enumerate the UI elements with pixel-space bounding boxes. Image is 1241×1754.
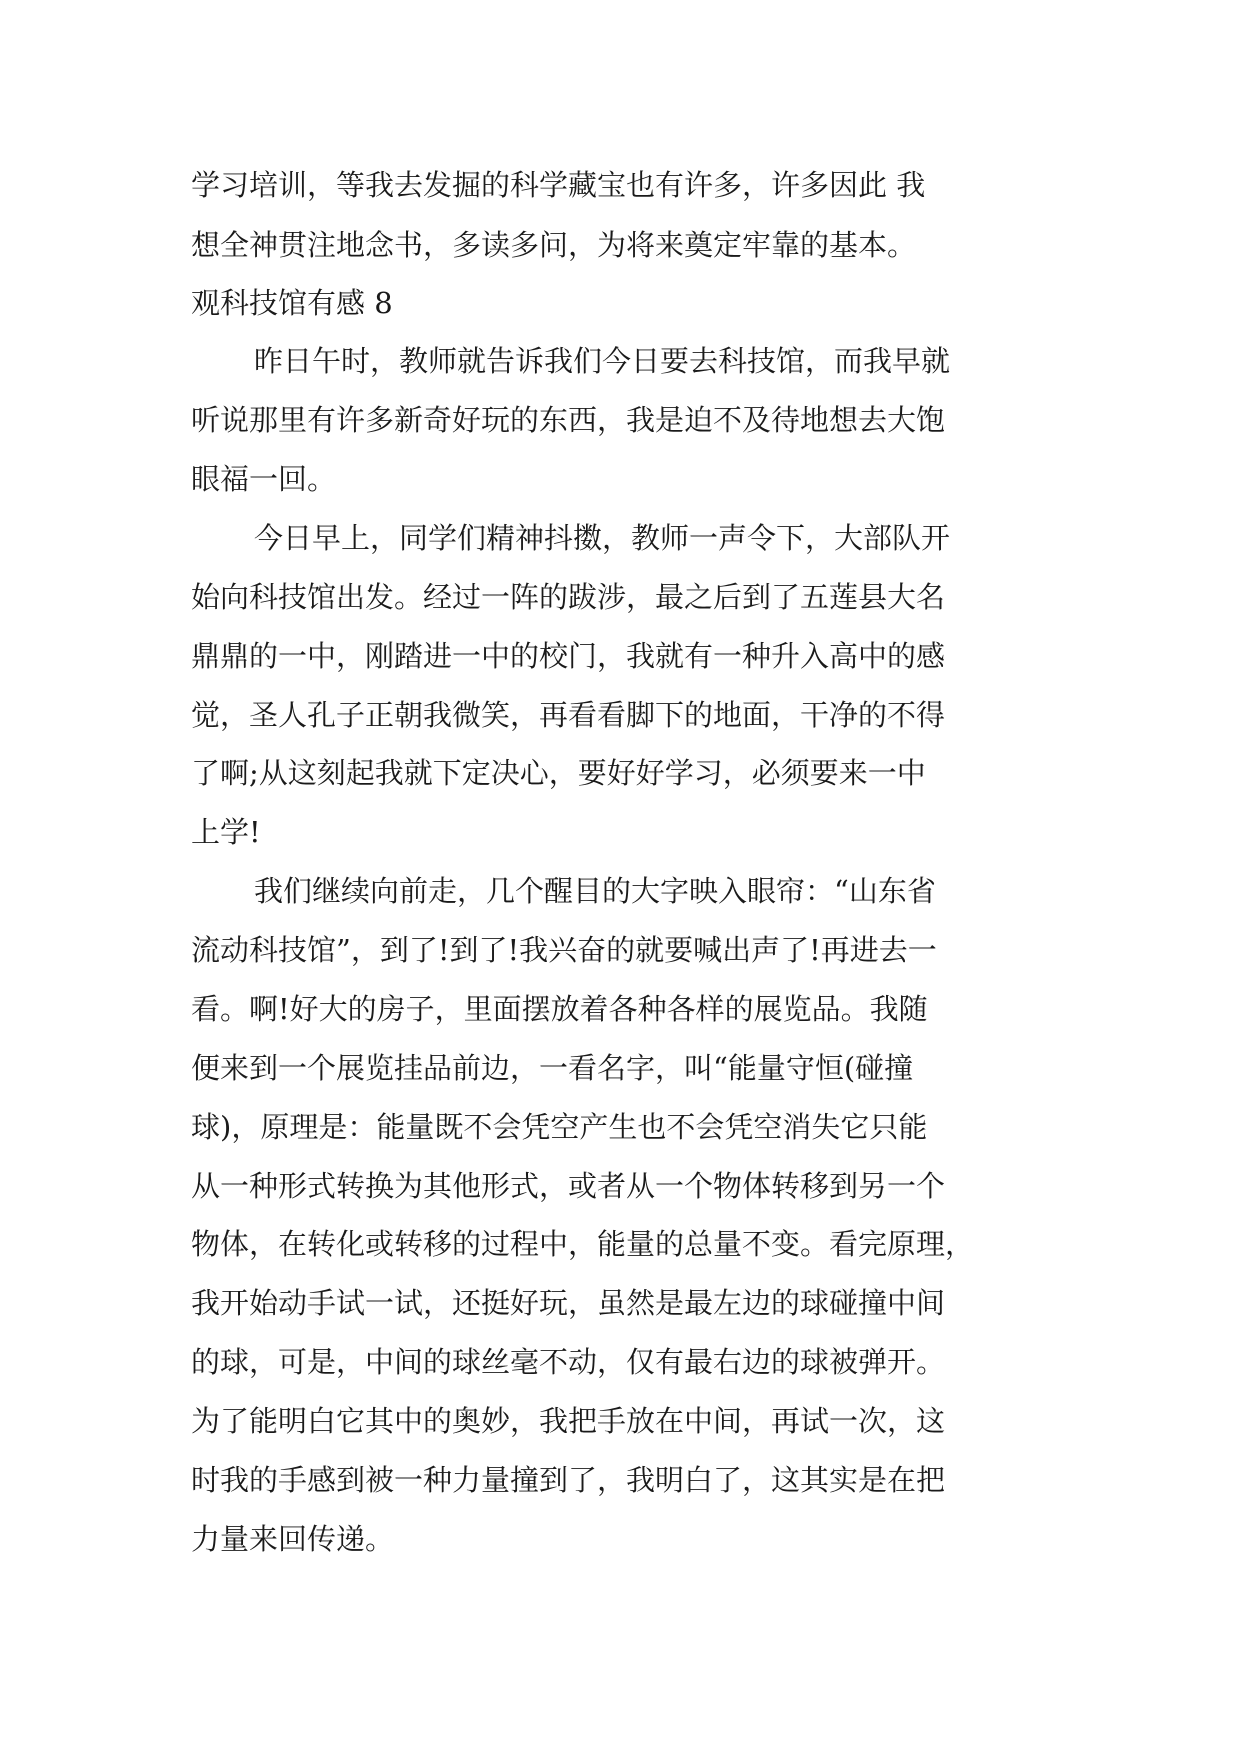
text-line: 便来到一个展览挂品前边，一看名字，叫“能量守恒(碰撞 xyxy=(191,1051,914,1085)
section-heading: 观科技馆有感 8 xyxy=(191,286,393,320)
paragraph-first-line: 昨日午时，教师就告诉我们今日要去科技馆，而我早就 xyxy=(254,344,951,378)
text-line: 球)，原理是：能量既不会凭空产生也不会凭空消失它只能 xyxy=(191,1110,928,1144)
text-line: 想全神贯注地念书，多读多问，为将来奠定牢靠的基本。 xyxy=(191,228,917,262)
text-line: 眼福一回。 xyxy=(191,462,337,496)
text-line: 力量来回传递。 xyxy=(191,1522,395,1556)
paragraph-first-line: 我们继续向前走，几个醒目的大字映入眼帘：“山东省 xyxy=(254,874,936,908)
text-line: 了啊;从这刻起我就下定决心，要好好学习，必须要来一中 xyxy=(191,756,926,790)
text-line: 上学! xyxy=(191,815,261,849)
text-line: 物体，在转化或转移的过程中，能量的总量不变。看完原理， xyxy=(191,1227,975,1261)
text-line: 时我的手感到被一种力量撞到了，我明白了，这其实是在把 xyxy=(191,1463,946,1497)
text-line: 从一种形式转换为其他形式，或者从一个物体转移到另一个 xyxy=(191,1169,946,1203)
text-line: 我开始动手试一试，还挺好玩，虽然是最左边的球碰撞中间 xyxy=(191,1286,946,1320)
text-line: 始向科技馆出发。经过一阵的跋涉，最之后到了五莲县大名 xyxy=(191,580,946,614)
text-line: 觉，圣人孔子正朝我微笑，再看看脚下的地面，干净的不得 xyxy=(191,698,946,732)
paragraph-first-line: 今日早上，同学们精神抖擞，教师一声令下，大部队开 xyxy=(254,521,951,555)
text-line: 的球，可是，中间的球丝毫不动，仅有最右边的球被弹开。 xyxy=(191,1345,946,1379)
text-line: 学习培训，等我去发掘的科学藏宝也有许多，许多因此 我 xyxy=(191,168,926,202)
text-line: 看。啊!好大的房子，里面摆放着各种各样的展览品。我随 xyxy=(191,992,928,1026)
text-line: 为了能明白它其中的奥妙，我把手放在中间，再试一次，这 xyxy=(191,1404,946,1438)
text-line: 流动科技馆”，到了!到了!我兴奋的就要喊出声了!再进去一 xyxy=(191,933,937,967)
text-line: 听说那里有许多新奇好玩的东西，我是迫不及待地想去大饱 xyxy=(191,403,946,437)
text-line: 鼎鼎的一中，刚踏进一中的校门，我就有一种升入高中的感 xyxy=(191,639,946,673)
